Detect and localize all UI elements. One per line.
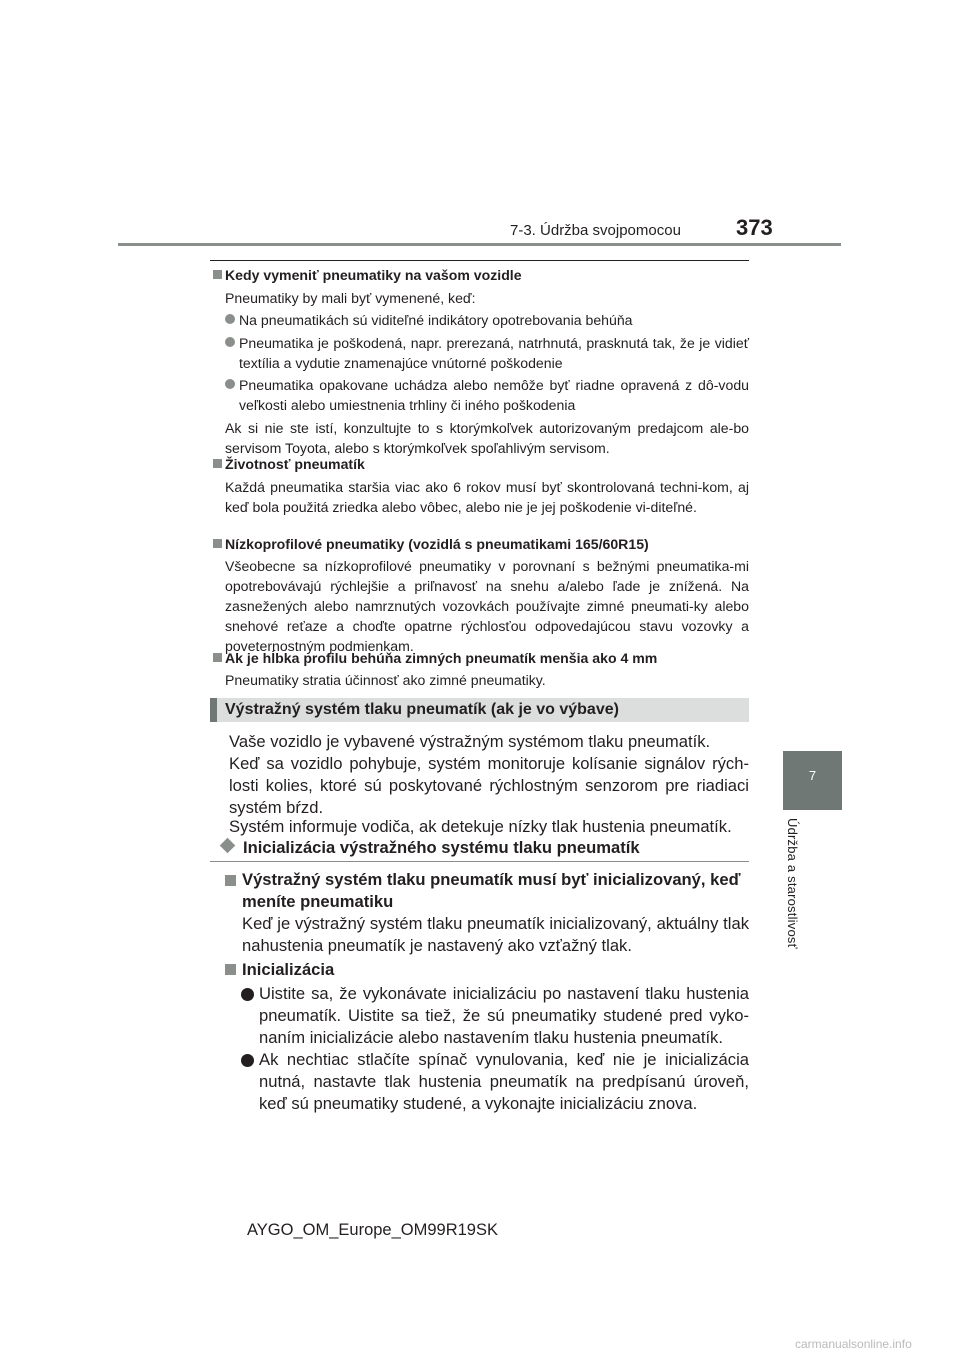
must-heading: Výstražný systém tlaku pneumatík musí byť inicializovaný, keď meníte pneumatiku bbox=[242, 870, 741, 911]
must-text: Keď je výstražný systém tlaku pneumatík inicializovaný, aktuálny tlak nahustenia pneumatík je nastavený ako vzťažný tlak. bbox=[242, 914, 749, 955]
init-item-1: Uistite sa, že vykonávate inicializáciu po nastavení tlaku hustenia pneumatík. Uistite sa tiež, že sú pneumatiky studené pred vyko-naním inicializácie alebo nastavením tlaku hustenia pneumatík. bbox=[259, 984, 749, 1047]
chapter-title: Údržba a starostlivosť bbox=[785, 818, 800, 949]
depth-text: Pneumatiky stratia účinnosť ako zimné pneumatiky. bbox=[225, 672, 546, 688]
square-bullet-icon bbox=[213, 539, 222, 548]
subsection-heading: Inicializácia výstražného systému tlaku pneumatík bbox=[243, 838, 640, 857]
section-paragraph-1: Vaše vozidlo je vybavené výstražným systémom tlaku pneumatík. bbox=[229, 732, 711, 751]
section-header-title: Výstražný systém tlaku pneumatík (ak je vo výbave) bbox=[225, 701, 619, 718]
life-heading: Životnosť pneumatík bbox=[225, 456, 365, 472]
round-bullet-icon bbox=[241, 988, 254, 1001]
document-code: AYGO_OM_Europe_OM99R19SK bbox=[247, 1221, 498, 1239]
replace-item-2: Pneumatika je poškodená, napr. prerezaná, natrhnutá, prasknutá tak, že je vidieť textília a vydutie znamenajúce vnútorné poškodenie bbox=[239, 335, 749, 371]
replace-item-1: Na pneumatikách sú viditeľné indikátory opotrebovania behúňa bbox=[239, 312, 633, 328]
content-divider bbox=[210, 260, 749, 261]
life-text: Každá pneumatika staršia viac ako 6 rokov musí byť skontrolovaná techni-kom, aj keď bola použitá zriedka alebo vôbec, alebo nie je jej poškodenie vi-diteľné. bbox=[225, 479, 749, 515]
section-paragraph-3: Systém informuje vodiča, ak detekuje nízky tlak hustenia pneumatík. bbox=[229, 817, 732, 836]
section-header-accent bbox=[210, 698, 217, 722]
square-bullet-icon bbox=[213, 653, 222, 662]
replace-closing: Ak si nie ste istí, konzultujte to s ktorýmkoľvek autorizovaným predajcom ale-bo servisom Toyota, alebo s ktorýmkoľvek spoľahlivým servisom. bbox=[225, 420, 749, 456]
section-title: 7-3. Údržba svojpomocou bbox=[510, 222, 681, 239]
watermark: carmanualsonline.info bbox=[795, 1337, 912, 1351]
square-bullet-icon bbox=[225, 964, 236, 975]
init-item-2: Ak nechtiac stlačíte spínač vynulovania, keď nie je inicializácia nutná, nastavte tlak hustenia pneumatík na predpísanú úroveň, keď sú pneumatiky studené, a vykonajte inicializáciu znova. bbox=[259, 1050, 749, 1113]
lowprofile-text: Všeobecne sa nízkoprofilové pneumatiky v porovnaní s bežnými pneumatika-mi opotrebovávajú rýchlejšie a priľnavosť na snehu a/alebo ľade je znížená. Na zasnežených alebo namrznutých vozovkách používajte zimné pneumati-ky alebo snehové reťaze a choďte opatrne rýchlosťou odpovedajúcou stavu vozovky a poveternostným podmienkam. bbox=[225, 558, 749, 654]
section-paragraph-2: Keď sa vozidlo pohybuje, systém monitoruje kolísanie signálov rých-losti kolies, ktoré sú poskytované rýchlostným senzorom pre riadiaci systém bŕzd. bbox=[229, 754, 749, 817]
replace-intro: Pneumatiky by mali byť vymenené, keď: bbox=[225, 290, 476, 306]
diamond-bullet-icon bbox=[220, 838, 236, 854]
round-bullet-icon bbox=[241, 1054, 254, 1067]
header-divider bbox=[118, 243, 841, 246]
square-bullet-icon bbox=[225, 875, 236, 886]
subsection-divider bbox=[210, 861, 749, 862]
depth-heading: Ak je hĺbka profilu behúňa zimných pneumatík menšia ako 4 mm bbox=[225, 650, 658, 666]
chapter-number: 7 bbox=[808, 768, 817, 783]
square-bullet-icon bbox=[213, 270, 222, 279]
replace-heading: Kedy vymeniť pneumatiky na vašom vozidle bbox=[225, 267, 522, 283]
replace-item-3: Pneumatika opakovane uchádza alebo nemôže byť riadne opravená z dô-vodu veľkosti alebo umiestnenia trhliny či iného poškodenia bbox=[239, 377, 749, 413]
round-bullet-icon bbox=[225, 379, 235, 389]
init-heading: Inicializácia bbox=[242, 960, 335, 979]
round-bullet-icon bbox=[225, 314, 235, 324]
page-number: 373 bbox=[736, 215, 773, 240]
lowprofile-heading: Nízkoprofilové pneumatiky (vozidlá s pneumatikami 165/60R15) bbox=[225, 536, 649, 552]
round-bullet-icon bbox=[225, 337, 235, 347]
square-bullet-icon bbox=[213, 459, 222, 468]
